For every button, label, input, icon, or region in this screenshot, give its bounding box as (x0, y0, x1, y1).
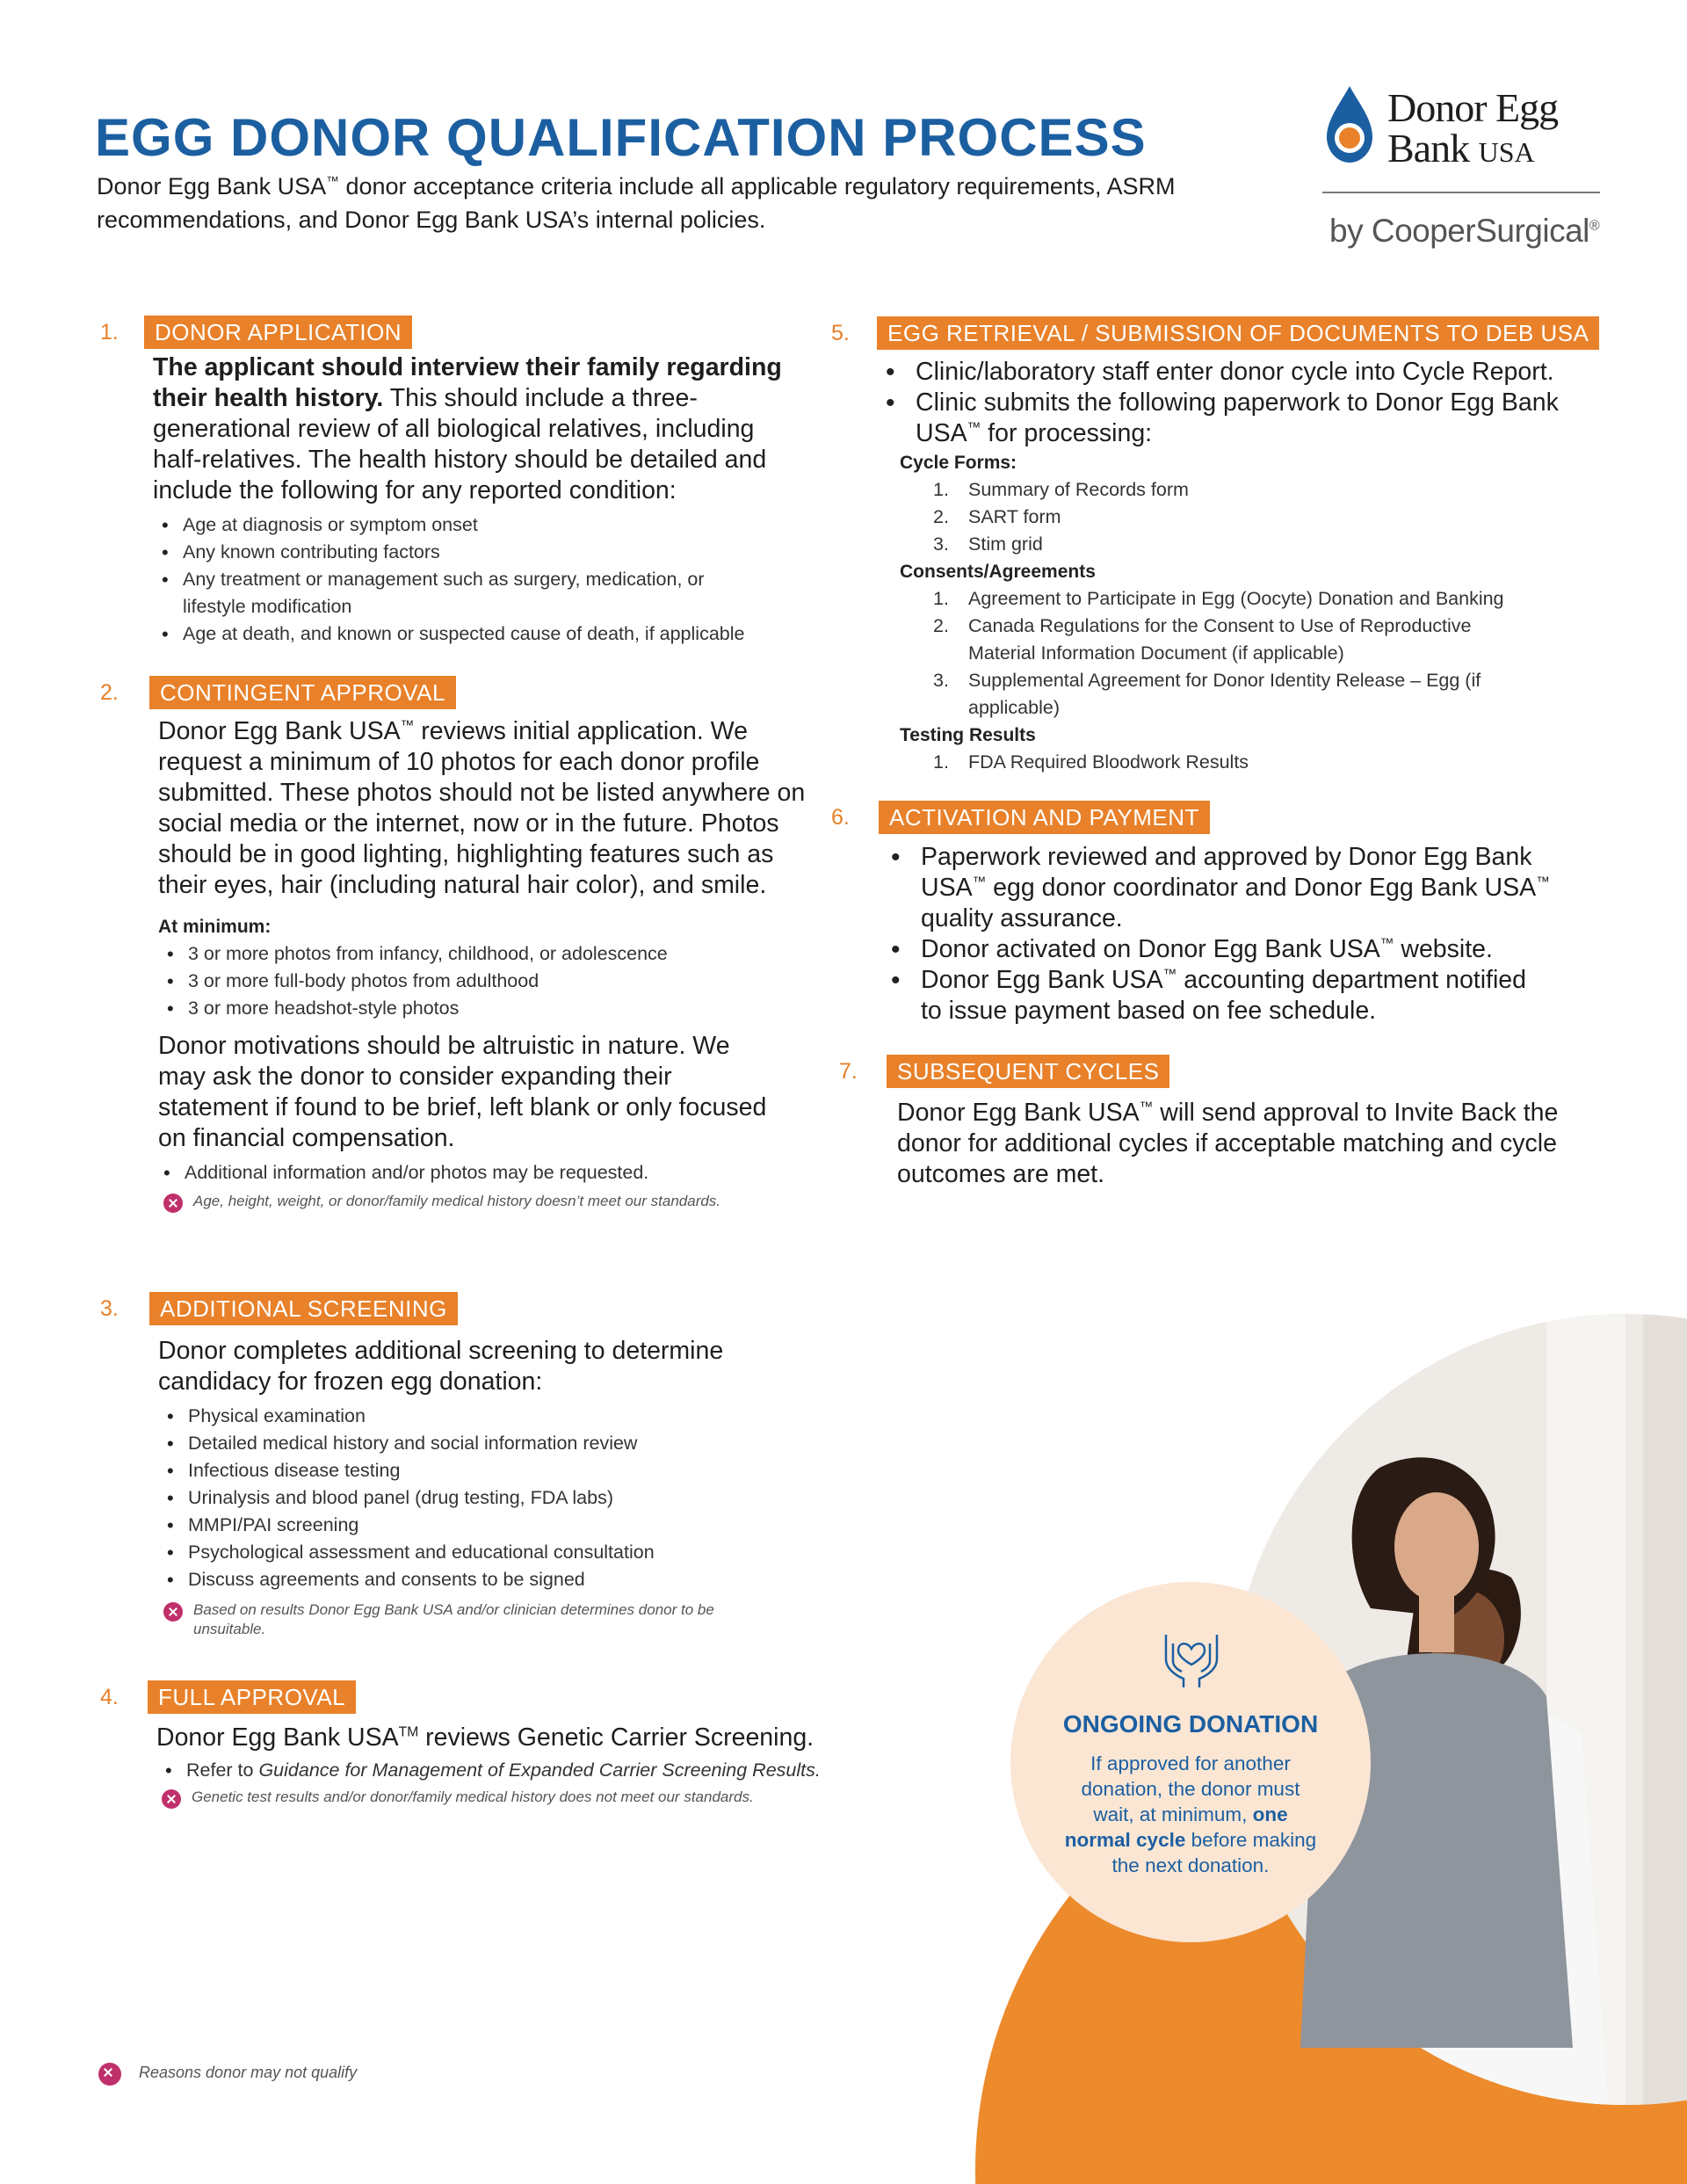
item-text: SART form (968, 506, 1061, 527)
paperwork-groups (900, 449, 1608, 776)
section-subsequent-cycles (839, 1055, 1630, 1195)
logo-byline (1329, 213, 1599, 250)
motivation-paragraph: Donor motivations should be altruistic in nature. We may ask the donor to consider expanding their statement if found to be brief, left blank or only focused on financial compensation. (158, 1032, 767, 1152)
list-item: • Clinic/laboratory staff enter donor cycle into Cycle Report. (879, 357, 1608, 388)
item-number: 1. (933, 479, 949, 500)
list-item (900, 504, 1608, 531)
list-item: • Infectious disease testing (158, 1457, 791, 1484)
retrieval-steps-list (879, 357, 1608, 449)
logo-bank: Bank (1387, 126, 1479, 171)
list-item (156, 1757, 859, 1784)
section-heading: EGG RETRIEVAL / SUBMISSION OF DOCUMENTS TO DEB USA (877, 316, 1599, 350)
ongoing-text-b: before making the next donation. (1111, 1829, 1317, 1876)
item-text: Supplemental Agreement for Donor Identity Release – Egg (if applicable) (968, 670, 1481, 718)
section-intro (153, 352, 803, 506)
section-body (884, 842, 1552, 1027)
note-text: Based on results Donor Egg Bank USA and/or clinician determines donor to be unsuitable. (193, 1601, 714, 1637)
section-paragraph (156, 1723, 859, 1753)
list-item (884, 965, 1552, 1027)
item-text: Agreement to Participate in Egg (Oocyte) Donation and Banking (968, 588, 1504, 609)
paragraph-text: will send approval to Invite Back the donor for additional cycles if acceptable matching and cycle outcomes are met. (897, 1099, 1559, 1188)
list-item: • Detailed medical history and social information review (158, 1430, 791, 1457)
list-item-text: website. (1394, 935, 1493, 963)
intro-rest: This should include a three-generational review of all biological relatives, including half-relatives. The health history should be detailed and include the following for any reported condition: (153, 384, 767, 504)
list-item (900, 476, 1608, 504)
section-number: 7. (839, 1059, 858, 1084)
trademark-mark: ™ (1162, 967, 1177, 983)
section-heading: ADDITIONAL SCREENING (149, 1292, 458, 1325)
list-item: • Urinalysis and blood panel (drug testing, FDA labs) (158, 1484, 791, 1512)
list-item (900, 531, 1608, 558)
list-item-text: Donor activated on Donor Egg Bank USA (921, 935, 1380, 963)
list-item-text-rest: for processing: (981, 419, 1153, 447)
section-full-approval (100, 1680, 856, 1830)
item-number: 2. (933, 506, 949, 527)
list-item-text: egg donor coordinator and Donor Egg Bank USA (986, 874, 1537, 902)
legend-item (97, 2063, 448, 2082)
list-item: • 3 or more full-body photos from adulthood (158, 968, 808, 995)
section-additional-screening (100, 1292, 803, 1652)
list-item (884, 842, 1552, 934)
list-item: • MMPI/PAI screening (158, 1512, 791, 1539)
section-activation-payment (831, 801, 1622, 1029)
list-item: • Discuss agreements and consents to be signed (158, 1566, 791, 1593)
list-item-text: Clinic submits the following paperwork to Donor Egg Bank USA (916, 388, 1559, 447)
trademark-mark: ™ (1536, 874, 1550, 890)
list-item-text: Refer to (186, 1760, 259, 1781)
section-number: 3. (100, 1296, 119, 1321)
item-number: 1. (933, 751, 949, 773)
subtitle-text-rest: donor acceptance criteria include all applicable regulatory requirements, ASRM recommendations, and Donor Egg Bank USA’s internal policies. (97, 173, 1176, 233)
item-number: 2. (933, 615, 949, 636)
list-item: • Any known contributing factors (153, 539, 759, 566)
trademark-mark: TM (398, 1724, 419, 1740)
consents-list (900, 585, 1532, 722)
section-heading: CONTINGENT APPROVAL (149, 676, 456, 709)
water-drop-logo-icon (1324, 84, 1375, 165)
section-contingent-approval (100, 676, 806, 1256)
ongoing-text-bold: one normal cycle (1064, 1803, 1288, 1851)
ongoing-donation-callout (1010, 1582, 1371, 1942)
trademark-mark: ™ (1379, 936, 1394, 952)
x-circle-icon (162, 1789, 181, 1809)
trademark-mark: ™ (400, 718, 415, 734)
logo-divider (1322, 192, 1600, 193)
logo-line-1: Donor Egg (1387, 85, 1559, 130)
page-subtitle (97, 170, 1265, 236)
x-circle-icon (98, 2063, 121, 2086)
section-heading: FULL APPROVAL (148, 1680, 356, 1714)
item-text: FDA Required Bloodwork Results (968, 751, 1249, 773)
section-body (879, 357, 1608, 776)
group-title: Consents/Agreements (900, 562, 1096, 582)
group-title: Cycle Forms: (900, 453, 1017, 473)
trademark-mark: ™ (972, 874, 987, 890)
cycle-forms-list (900, 476, 1608, 558)
trademark-mark: ™ (1139, 1099, 1154, 1115)
section-heading: ACTIVATION AND PAYMENT (879, 801, 1210, 834)
photo-requirements-list (158, 940, 808, 1022)
section-body (153, 352, 803, 648)
section-paragraph (897, 1098, 1591, 1190)
list-item-text: Paperwork reviewed and approved by Donor Egg Bank USA (921, 843, 1532, 902)
activation-list (884, 842, 1552, 1027)
list-item: • Additional information and/or photos may be requested. (155, 1159, 808, 1186)
list-item (900, 585, 1532, 613)
trademark-mark: ™ (967, 420, 981, 436)
group-title: Testing Results (900, 725, 1036, 745)
section-paragraph (158, 716, 808, 901)
logo-usa: USA (1478, 136, 1535, 168)
intro-bold: The applicant should interview their family regarding their health history. (153, 353, 782, 412)
section-body (158, 1336, 791, 1639)
item-number: 3. (933, 533, 949, 555)
section-body (158, 716, 808, 1211)
list-item (900, 613, 1532, 667)
list-item: • Age at diagnosis or symptom onset (153, 512, 759, 539)
item-text: Summary of Records form (968, 479, 1189, 500)
item-text: Stim grid (968, 533, 1043, 555)
trademark-mark: ™ (326, 175, 339, 189)
legend-text: Reasons donor may not qualify (139, 2064, 358, 2081)
section-number: 5. (831, 321, 850, 345)
logo-byline-text: by CooperSurgical (1329, 213, 1589, 249)
donor-egg-bank-logo (1322, 81, 1604, 265)
x-circle-icon (163, 1194, 183, 1213)
section-egg-retrieval (831, 316, 1622, 773)
ongoing-text-a: If approved for another donation, the donor must wait, at minimum, (1081, 1752, 1300, 1825)
section-number: 6. (831, 805, 850, 830)
disqualification-note (158, 1192, 808, 1211)
list-item (879, 388, 1608, 449)
list-item: • Physical examination (158, 1403, 791, 1430)
condition-list (153, 512, 759, 648)
brand-text: Donor Egg Bank USA (897, 1099, 1140, 1127)
section-heading: DONOR APPLICATION (144, 316, 412, 349)
list-item: • 3 or more headshot-style photos (158, 995, 808, 1022)
list-item (900, 749, 1608, 776)
section-number: 2. (100, 680, 119, 705)
additional-info-list (155, 1159, 808, 1186)
list-item-text: Donor Egg Bank USA (921, 966, 1163, 994)
list-item (884, 934, 1552, 965)
subtitle-text: Donor Egg Bank USA (97, 173, 327, 200)
list-item: • Psychological assessment and educational consultation (158, 1539, 791, 1566)
page-title: EGG DONOR QUALIFICATION PROCESS (95, 108, 1147, 167)
list-item-text: accounting department notified to issue payment based on fee schedule. (921, 966, 1526, 1025)
section-paragraph: Donor completes additional screening to determine candidacy for frozen egg donation: (158, 1337, 724, 1396)
list-item (900, 667, 1532, 722)
section-donor-application (100, 316, 803, 649)
registered-mark: ® (1589, 218, 1600, 234)
note-text: Genetic test results and/or donor/family medical history does not meet our standards. (192, 1789, 754, 1805)
brand-text: Donor Egg Bank USA (158, 717, 401, 745)
ongoing-title: ONGOING DONATION (1062, 1710, 1319, 1738)
list-item: • Any treatment or management such as surgery, medication, or lifestyle modification (153, 566, 759, 620)
item-text: Canada Regulations for the Consent to Use of Reproductive Material Information Document (if applicable) (968, 615, 1472, 664)
testing-results-list (900, 749, 1608, 776)
disqualification-note (156, 1788, 859, 1807)
list-item-text: quality assurance. (921, 904, 1123, 932)
section-number: 1. (100, 320, 119, 345)
guidance-document-title: Guidance for Management of Expanded Carrier Screening Results. (258, 1760, 821, 1781)
guidance-list (156, 1757, 859, 1784)
section-body (897, 1098, 1591, 1190)
section-number: 4. (100, 1685, 119, 1709)
item-number: 1. (933, 588, 949, 609)
list-item: • 3 or more photos from infancy, childhood, or adolescence (158, 940, 808, 968)
section-heading: SUBSEQUENT CYCLES (887, 1055, 1169, 1088)
x-circle-icon (163, 1602, 183, 1622)
paragraph-text: reviews Genetic Carrier Screening. (418, 1723, 815, 1752)
legend (97, 2063, 448, 2082)
screening-list (158, 1403, 791, 1593)
section-body (156, 1723, 859, 1807)
paragraph-text: reviews initial application. We request a minimum of 10 photos for each donor profile submitted. These photos should not be listed anywhere on social media or the internet, now or in the future. Photos should be in good lighting, highlighting features such as their eyes, hair (including natural hair color), and smile. (158, 717, 806, 899)
note-text: Age, height, weight, or donor/family medical history doesn’t meet our standards. (193, 1193, 721, 1209)
at-minimum-label: At minimum: (158, 917, 272, 937)
brand-text: Donor Egg Bank USA (156, 1723, 399, 1752)
list-item: • Age at death, and known or suspected cause of death, if applicable (153, 620, 759, 648)
item-number: 3. (933, 670, 949, 691)
ongoing-text (1059, 1751, 1322, 1878)
disqualification-note (158, 1600, 738, 1639)
logo-line-2 (1387, 125, 1535, 171)
hands-heart-icon (1155, 1617, 1227, 1689)
